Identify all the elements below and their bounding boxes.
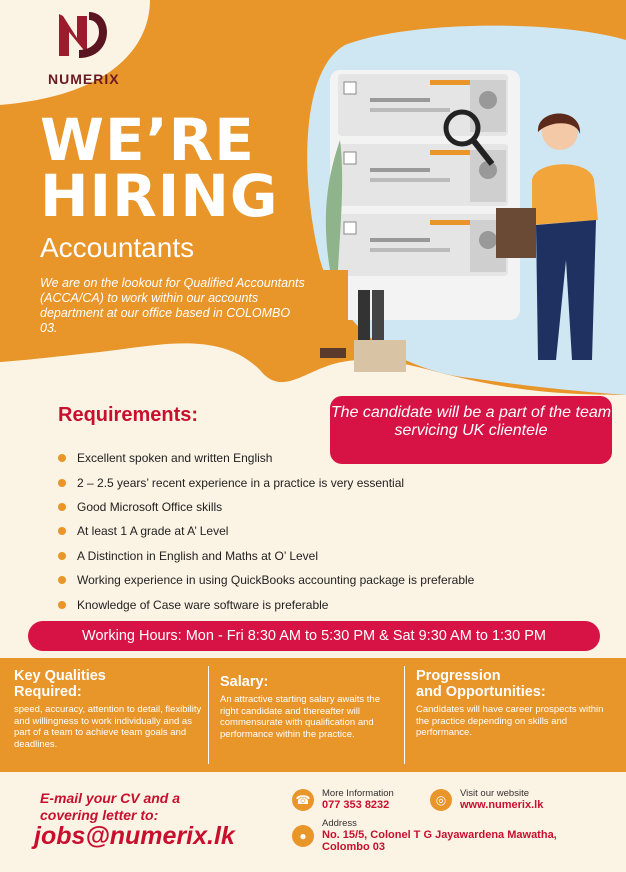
requirements-list [58,446,474,617]
address-line-2: Colombo 03 [322,841,385,853]
phone-icon: ☎ [292,789,314,811]
bullet-icon [58,479,66,487]
numerix-logo-icon [53,6,113,68]
apply-email-link[interactable]: jobs@numerix.lk [34,822,235,850]
bullet-icon [58,454,66,462]
page-title [40,106,279,230]
progression-section [416,668,616,739]
progression-text: Candidates will have career prospects within the practice depending on skills and performance. [416,704,604,738]
address-contact: ● Address No. 15/5, Colonel T G Jayawardena Mawatha, Colombo 03 [292,818,557,853]
list-item: At least 1 A grade at A’ Level [58,519,474,543]
salary-section [220,674,398,740]
list-item: Working experience in using QuickBooks accounting package is preferable [58,568,474,592]
title-line-2: HIRING [40,162,279,230]
phone-contact[interactable]: ☎ More Information 077 353 8232 [292,788,394,811]
column-divider [208,666,209,764]
list-item: Excellent spoken and written English [58,446,474,470]
recruiter-illustration [310,60,626,380]
key-qualities-text: speed, accuracy, attention to detail, flexibility and willingness to work individually and as part of a team to achieve team goals and deadlines. [14,704,202,750]
brand-logo [48,6,118,87]
intro-text: We are on the lookout for Qualified Accountants (ACCA/CA) to work within our accounts department at our office based in COLOMBO 03. [40,276,305,335]
phone-number: 077 353 8232 [322,799,390,811]
address-line-1: No. 15/5, Colonel T G Jayawardena Mawatha, [322,829,557,841]
brand-name: NUMERIX [48,71,120,87]
globe-icon: ◎ [430,789,452,811]
key-qualities-heading: Key Qualities Required: [14,668,106,700]
key-qualities-section [14,668,204,750]
bullet-icon [58,552,66,560]
job-role: Accountants [40,232,195,263]
list-item: 2 – 2.5 years’ recent experience in a practice is very essential [58,470,474,494]
salary-text: An attractive starting salary awaits the right candidate and thereafter will commensurate with qualification and performance within the practice. [220,694,380,740]
bullet-icon [58,601,66,609]
salary-heading: Salary: [220,674,269,690]
apply-instructions: E-mail your CV and a covering letter to: [40,790,181,823]
website-contact[interactable]: ◎ Visit our website www.numerix.lk [430,788,543,811]
callout-banner: The candidate will be a part of the team servicing UK clientele [330,396,612,464]
bullet-icon [58,576,66,584]
progression-heading: Progression and Opportunities: [416,668,546,700]
column-divider [404,666,405,764]
website-link: www.numerix.lk [460,799,544,811]
location-pin-icon: ● [292,825,314,847]
working-hours-banner: Working Hours: Mon - Fri 8:30 AM to 5:30 PM & Sat 9:30 AM to 1:30 PM [28,621,600,651]
requirements-heading: Requirements: [58,404,199,426]
bullet-icon [58,503,66,511]
list-item: A Distinction in English and Maths at O’ Level [58,544,474,568]
list-item: Knowledge of Case ware software is preferable [58,592,474,616]
bullet-icon [58,527,66,535]
title-line-1: WE’RE [40,106,255,174]
list-item: Good Microsoft Office skills [58,495,474,519]
